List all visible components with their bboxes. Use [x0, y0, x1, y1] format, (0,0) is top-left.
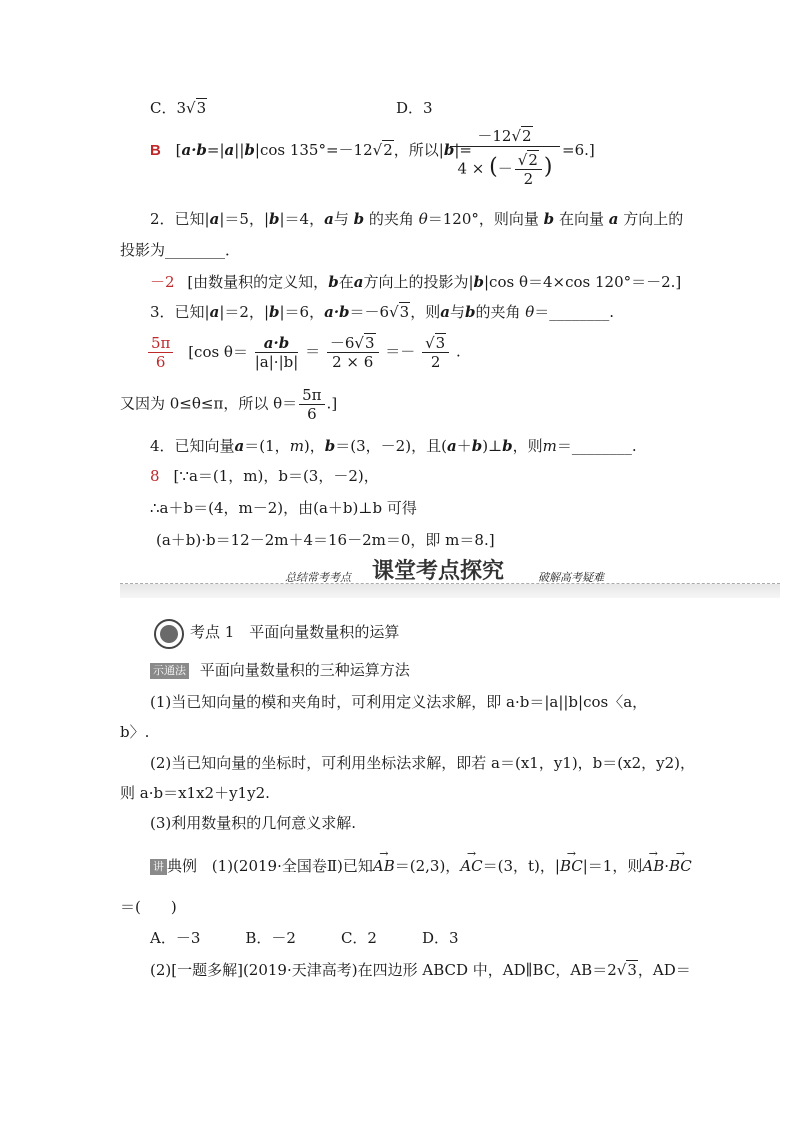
example-tag: 讲	[150, 859, 167, 875]
q4-answer-line2: ∴a＋b＝(4，m－2)，由(a＋b)⊥b 可得	[150, 499, 417, 517]
option-c: C．3√3	[150, 99, 207, 117]
banner-bar	[120, 584, 780, 598]
method-p2a: (2)当已知向量的坐标时，可利用坐标法求解，即若 a＝(x1，y1)，b＝(x2，y2)，	[150, 754, 696, 772]
q3-continuation: 又因为 0≤θ≤π，所以 θ＝ $\frac{5\pi}{6}$ .]	[120, 386, 338, 423]
method-p2b: 则 a·b＝x1x2＋y1y2.	[120, 784, 270, 802]
q4-answer-line1: 8 [∵a＝(1，m)，b＝(3，－2)，	[150, 467, 379, 485]
method-tag: 示通法	[150, 663, 189, 679]
banner-right: 破解高考疑难	[538, 571, 604, 584]
q1-fraction: －12√2 4 × (－ $\frac{√2}{2}$ )	[450, 126, 560, 188]
example-line1: 讲 典例 (1)(2019·全国卷Ⅱ)已知→ AB＝(2,3)，→ AC＝(3，t)，|→ BC|＝1，则→ AB·→ BC	[150, 856, 692, 876]
q4-answer-line3: (a＋b)·b＝12－2m＋4＝16－2m＝0，即 m＝8.]	[156, 531, 495, 549]
q2-line2: 投影为________．	[120, 241, 241, 259]
method-heading: 示通法 平面向量数量积的三种运算方法	[150, 660, 410, 680]
method-p1a: (1)当已知向量的模和夹角时，可利用定义法求解，即 a·b＝|a||b|cos〈a，	[150, 693, 648, 711]
q1-result: =6.]	[562, 141, 595, 159]
option-d: D．3	[396, 99, 433, 117]
q3-answer-value: $\frac{5\pi}{6}$	[148, 334, 173, 371]
q3-line: 3．已知|a|＝2，|b|＝6，a·b＝－6√3，则a与b的夹角 θ＝________.	[150, 303, 615, 321]
banner-left: 总结常考考点	[285, 571, 351, 584]
keypoint-icon	[154, 619, 184, 649]
q3-answer: $\frac{5\pi}{6}$ [cos θ＝ $\frac{a\cdot b}{|a|\cdot|b|}$ ＝ $\frac{-6√3}{2 \times 6}$ ＝－ $\frac{√3}{2}$ .	[146, 334, 461, 371]
keypoint-title: 考点 1 平面向量数量积的运算	[190, 623, 400, 641]
q2-line1: 2．已知|a|＝5，|b|＝4，a与 b 的夹角 θ＝120°，则向量 b 在向量 a 方向上的	[150, 210, 684, 228]
q2-answer: －2 [由数量积的定义知，b在a方向上的投影为|b|cos θ＝4×cos 120°＝－2.]	[150, 273, 682, 291]
example-part2: (2)[一题多解](2019·天津高考)在四边形 ABCD 中，AD∥BC，AB＝2√3，AD＝	[150, 961, 691, 979]
method-p3: (3)利用数量积的几何意义求解.	[150, 814, 357, 832]
answer-letter: B	[150, 142, 161, 159]
q4-line: 4．已知向量a＝(1，m)，b＝(3，－2)，且(a＋b)⊥b，则m＝________.	[150, 437, 637, 455]
example-options: A．－3 B．－2 C．2 D．3	[150, 929, 459, 947]
method-p1b: b〉.	[120, 723, 150, 741]
banner-title: 课堂考点探究	[372, 559, 505, 584]
example-line2: ＝( )	[120, 898, 177, 916]
q1-answer: B [a·b=|a||b|cos 135°=－12√2，所以|b|=	[150, 141, 472, 159]
